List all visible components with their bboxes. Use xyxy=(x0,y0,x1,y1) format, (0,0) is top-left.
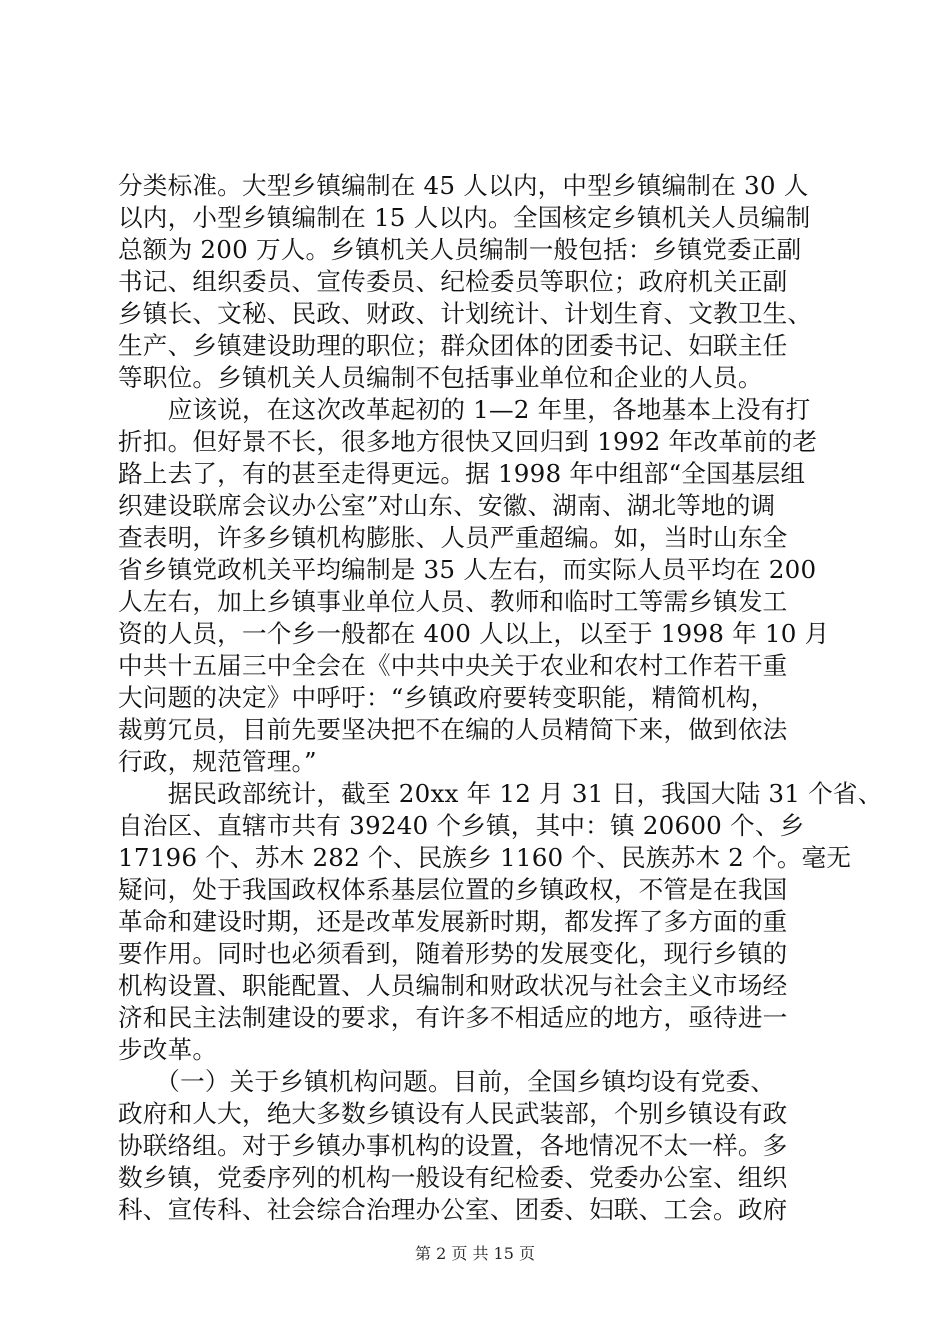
text-line: 17196 个、苏木 282 个、民族乡 1160 个、民族苏木 2 个。毫无 xyxy=(118,843,852,872)
text-line: 自治区、直辖市共有 39240 个乡镇，其中：镇 20600 个、乡 xyxy=(118,811,805,840)
text-line: 协联络组。对于乡镇办事机构的设置，各地情况不太一样。多 xyxy=(118,1131,788,1160)
text-line: 大问题的决定》中呼吁：“乡镇政府要转变职能，精简机构， xyxy=(118,683,776,712)
text-line: 据民政部统计，截至 20xx 年 12 月 31 日，我国大陆 31 个省、 xyxy=(118,779,883,808)
text-line: 织建设联席会议办公室”对山东、安徽、湖南、湖北等地的调 xyxy=(118,491,776,520)
body-text xyxy=(118,170,883,1226)
text-line: 济和民主法制建设的要求，有许多不相适应的地方，亟待进一 xyxy=(118,1003,788,1032)
text-line: 书记、组织委员、宣传委员、纪检委员等职位；政府机关正副 xyxy=(118,267,788,296)
text-line: 裁剪冗员，目前先要坚决把不在编的人员精简下来，做到依法 xyxy=(118,715,788,744)
text-line: 以内，小型乡镇编制在 15 人以内。全国核定乡镇机关人员编制 xyxy=(118,203,811,232)
text-line: 省乡镇党政机关平均编制是 35 人左右，而实际人员平均在 200 xyxy=(118,555,817,584)
text-line: 生产、乡镇建设助理的职位；群众团体的团委书记、妇联主任 xyxy=(118,331,788,360)
text-line: 要作用。同时也必须看到，随着形势的发展变化，现行乡镇的 xyxy=(118,939,788,968)
text-line: 革命和建设时期，还是改革发展新时期，都发挥了多方面的重 xyxy=(118,907,788,936)
text-line: 乡镇长、文秘、民政、财政、计划统计、计划生育、文教卫生、 xyxy=(118,299,813,328)
text-line: 查表明，许多乡镇机构膨胀、人员严重超编。如，当时山东全 xyxy=(118,523,788,552)
page-footer: 第 2 页 共 15 页 xyxy=(415,1244,535,1263)
text-line: 分类标准。大型乡镇编制在 45 人以内，中型乡镇编制在 30 人 xyxy=(118,171,809,200)
text-line: 行政，规范管理。” xyxy=(118,747,317,776)
text-line: 政府和人大，绝大多数乡镇设有人民武装部，个别乡镇设有政 xyxy=(118,1099,788,1128)
text-line: 中共十五届三中全会在《中共中央关于农业和农村工作若干重 xyxy=(118,651,788,680)
text-line: 疑问，处于我国政权体系基层位置的乡镇政权，不管是在我国 xyxy=(118,875,788,904)
text-line: 折扣。但好景不长，很多地方很快又回归到 1992 年改革前的老 xyxy=(118,427,818,456)
text-line: 路上去了，有的甚至走得更远。据 1998 年中组部“全国基层组 xyxy=(118,459,806,488)
text-line: 等职位。乡镇机关人员编制不包括事业单位和企业的人员。 xyxy=(118,363,763,392)
text-line: 机构设置、职能配置、人员编制和财政状况与社会主义市场经 xyxy=(118,971,788,1000)
text-line: 步改革。 xyxy=(118,1035,218,1064)
text-line: 人左右，加上乡镇事业单位人员、教师和临时工等需乡镇发工 xyxy=(118,587,788,616)
text-line: 资的人员，一个乡一般都在 400 人以上，以至于 1998 年 10 月 xyxy=(118,619,830,648)
text-line: 应该说，在这次改革起初的 1—2 年里，各地基本上没有打 xyxy=(118,395,811,424)
text-line: 数乡镇，党委序列的机构一般设有纪检委、党委办公室、组织 xyxy=(118,1163,788,1192)
text-line: （一）关于乡镇机构问题。目前，全国乡镇均设有党委、 xyxy=(118,1067,776,1096)
text-line: 总额为 200 万人。乡镇机关人员编制一般包括：乡镇党委正副 xyxy=(118,235,802,264)
text-line: 科、宣传科、社会综合治理办公室、团委、妇联、工会。政府 xyxy=(118,1195,788,1224)
